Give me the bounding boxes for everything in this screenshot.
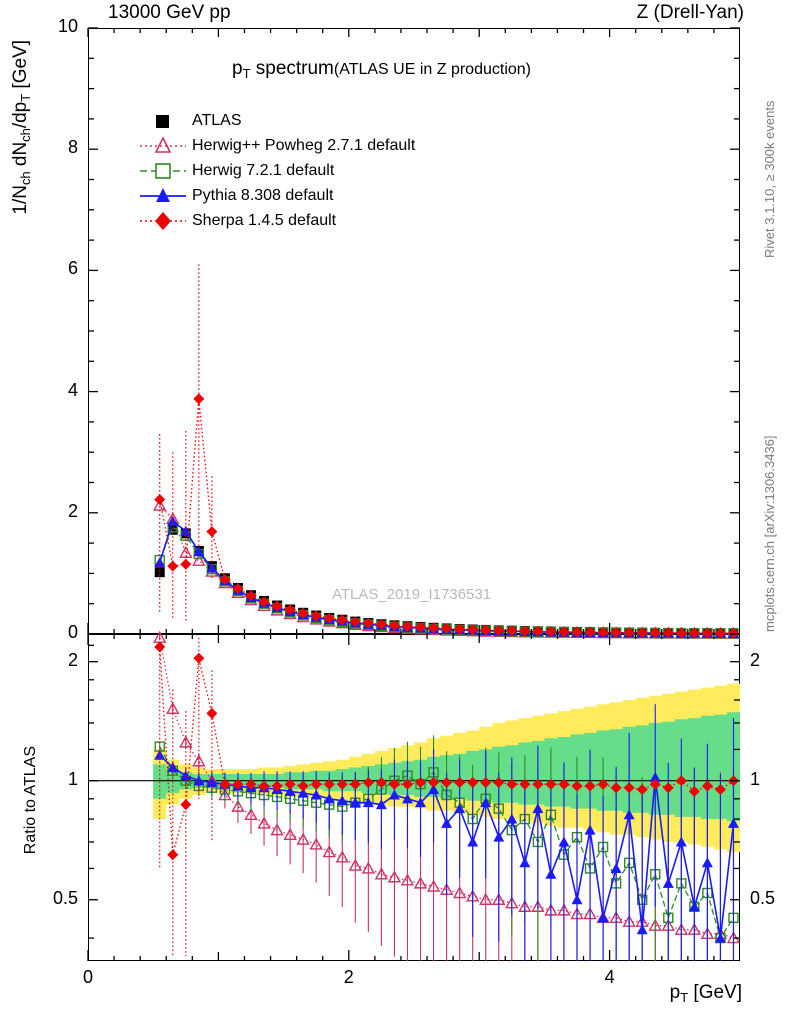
legend-label-sherpa: Sherpa 1.4.5 default	[192, 212, 337, 229]
y-tick-label-bottom: 0.5	[52, 887, 78, 908]
y-tick-label-bottom: 1	[750, 768, 761, 789]
series-line-top	[160, 506, 734, 634]
series-point-ratio	[206, 708, 217, 719]
mcplots-arxiv-label: mcplots.cern.ch [arXiv:1306.3436]	[762, 435, 777, 632]
legend-label-pythia: Pythia 8.308 default	[192, 187, 334, 204]
header-beam-label: 13000 GeV pp	[108, 2, 231, 23]
plot-subtitle: (ATLAS UE in Z production)	[333, 61, 531, 78]
y-axis-title-top: $1/N_{ch}$ $dN_{ch}/dp_T$ [GeV]	[10, 40, 33, 215]
y-tick-label-top: 0	[67, 622, 78, 642]
x-tick-label: 2	[343, 967, 354, 987]
y-tick-label-top: 2	[67, 500, 78, 521]
y-tick-label-top: 8	[67, 137, 78, 158]
y-tick-label-bottom: 2	[67, 649, 78, 670]
x-axis-title: $p_T$ [GeV]	[669, 982, 742, 1005]
y-tick-label-bottom: 1	[67, 768, 78, 789]
y-axis-title-bottom: Ratio to ATLAS	[22, 746, 39, 855]
plot-title: $p_T$ spectrum(ATLAS UE in Z production)	[232, 58, 531, 81]
header-process-label: Z (Drell-Yan)	[636, 2, 744, 23]
legend-label-herwigpp: Herwig++ Powheg 2.7.1 default	[192, 137, 416, 154]
legend-label-atlas: ATLAS	[192, 112, 242, 129]
y-tick-label-top: 10	[57, 16, 78, 36]
series-line-top	[160, 527, 734, 633]
y-tick-label-bottom: 2	[750, 649, 761, 670]
series-line-top	[160, 521, 734, 633]
legend-label-herwig7: Herwig 7.2.1 default	[192, 162, 335, 179]
series-line-top	[160, 399, 734, 633]
x-tick-label: 4	[604, 967, 615, 987]
series-point-top	[167, 561, 178, 572]
analysis-id-watermark: ATLAS_2019_I1736531	[332, 586, 492, 603]
x-tick-label: 0	[82, 967, 93, 987]
series-point-top	[193, 393, 204, 404]
y-tick-label-top: 4	[67, 379, 78, 400]
y-tick-label-top: 6	[67, 258, 78, 279]
rivet-version-label: Rivet 3.1.10, ≥ 300k events	[762, 100, 777, 258]
series-point-top	[206, 526, 217, 537]
y-tick-label-bottom: 0.5	[750, 887, 776, 908]
series-point-top	[155, 567, 165, 577]
